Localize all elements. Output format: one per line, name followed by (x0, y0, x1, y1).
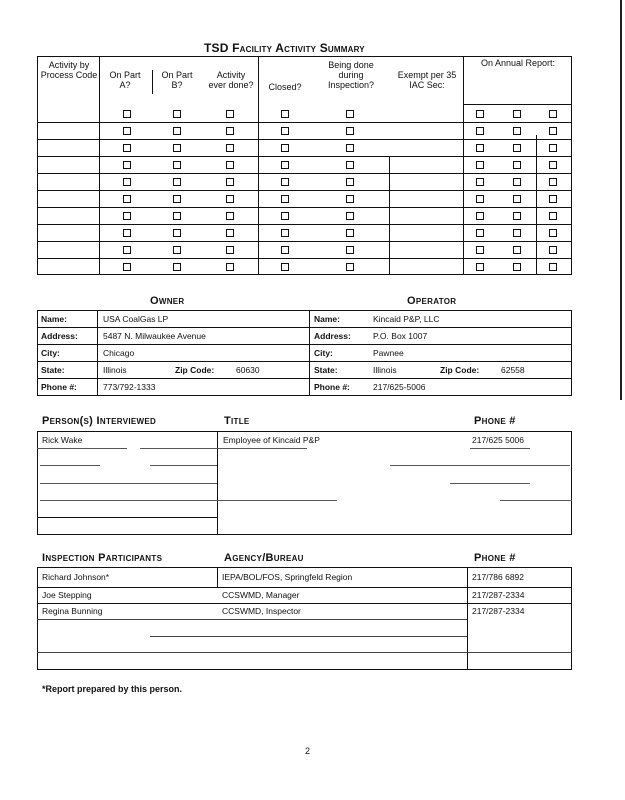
activity-checkbox[interactable] (513, 263, 521, 271)
operator-zip-label: Zip Code: (440, 365, 480, 375)
operator-state-value: Illinois (373, 365, 397, 375)
activity-checkbox[interactable] (281, 178, 289, 186)
activity-checkbox[interactable] (123, 144, 131, 152)
activity-checkbox[interactable] (173, 246, 181, 254)
activity-checkbox[interactable] (513, 212, 521, 220)
activity-checkbox[interactable] (173, 195, 181, 203)
operator-address-value: P.O. Box 1007 (373, 331, 428, 341)
activity-checkbox[interactable] (123, 229, 131, 237)
activity-checkbox[interactable] (476, 178, 484, 186)
header-on-part-b: On Part B? (161, 70, 193, 90)
activity-checkbox[interactable] (281, 144, 289, 152)
activity-checkbox[interactable] (173, 127, 181, 135)
activity-checkbox[interactable] (281, 127, 289, 135)
activity-checkbox[interactable] (549, 127, 557, 135)
owner-zip-label: Zip Code: (175, 365, 215, 375)
activity-checkbox[interactable] (123, 110, 131, 118)
activity-checkbox[interactable] (123, 161, 131, 169)
activity-checkbox[interactable] (476, 127, 484, 135)
page-number: 2 (305, 746, 311, 756)
activity-row-divider (37, 241, 572, 242)
operator-address-label: Address: (314, 331, 351, 341)
activity-checkbox[interactable] (173, 178, 181, 186)
activity-checkbox[interactable] (281, 195, 289, 203)
participant-1-agency: IEPA/BOL/FOS, Springfeld Region (222, 572, 353, 582)
activity-checkbox[interactable] (346, 229, 354, 237)
activity-checkbox[interactable] (476, 263, 484, 271)
activity-checkbox[interactable] (281, 246, 289, 254)
activity-summary-title: TSD Facility Activity Summary (204, 41, 365, 55)
activity-checkbox[interactable] (173, 144, 181, 152)
activity-checkbox[interactable] (476, 161, 484, 169)
activity-checkbox[interactable] (281, 110, 289, 118)
operator-city-value: Pawnee (373, 348, 404, 358)
activity-row-divider (37, 156, 572, 157)
owner-phone-value: 773/792-1333 (103, 382, 156, 392)
owner-name-label: Name: (41, 314, 67, 324)
persons-title-column: Title (224, 415, 250, 427)
activity-checkbox[interactable] (123, 212, 131, 220)
owner-city-value: Chicago (103, 348, 135, 358)
operator-name-value: Kincaid P&P, LLC (373, 314, 440, 324)
activity-checkbox[interactable] (346, 127, 354, 135)
operator-state-label: State: (314, 365, 338, 375)
activity-checkbox[interactable] (476, 212, 484, 220)
activity-checkbox[interactable] (226, 263, 234, 271)
header-exempt-per-35-iac: Exempt per 35 IAC Sec: (397, 70, 457, 90)
activity-row-divider (37, 190, 572, 191)
activity-checkbox[interactable] (476, 195, 484, 203)
activity-checkbox[interactable] (123, 195, 131, 203)
owner-address-label: Address: (41, 331, 78, 341)
activity-checkbox[interactable] (549, 246, 557, 254)
header-on-annual-report: On Annual Report: (480, 58, 556, 68)
person-1-title: Employee of Kincaid P&P (223, 435, 320, 445)
activity-checkbox[interactable] (123, 127, 131, 135)
activity-checkbox[interactable] (513, 110, 521, 118)
activity-checkbox[interactable] (226, 246, 234, 254)
activity-checkbox[interactable] (173, 110, 181, 118)
activity-checkbox[interactable] (226, 195, 234, 203)
owner-city-label: City: (41, 348, 60, 358)
header-being-done-during-inspection: Being done during Inspection? (327, 60, 375, 90)
operator-title: Operator (407, 295, 457, 307)
activity-checkbox[interactable] (346, 161, 354, 169)
persons-phone-column: Phone # (474, 415, 516, 427)
persons-interviewed-title: Person(s) Interviewed (42, 415, 157, 427)
activity-checkbox[interactable] (346, 195, 354, 203)
participant-3-phone: 217/287-2334 (472, 606, 525, 616)
activity-checkbox[interactable] (123, 178, 131, 186)
activity-checkbox[interactable] (476, 144, 484, 152)
activity-checkbox[interactable] (123, 246, 131, 254)
activity-checkbox[interactable] (173, 161, 181, 169)
activity-checkbox[interactable] (346, 110, 354, 118)
activity-row-divider (37, 258, 572, 259)
activity-checkbox[interactable] (281, 212, 289, 220)
activity-checkbox[interactable] (123, 263, 131, 271)
activity-row-divider (37, 173, 572, 174)
activity-checkbox[interactable] (346, 263, 354, 271)
header-on-part-a: On Part A? (109, 70, 141, 90)
activity-checkbox[interactable] (549, 178, 557, 186)
participant-2-name: Joe Stepping (42, 590, 92, 600)
owner-phone-label: Phone #: (41, 382, 77, 392)
activity-checkbox[interactable] (346, 212, 354, 220)
owner-zip-value: 60630 (236, 365, 260, 375)
activity-checkbox[interactable] (346, 144, 354, 152)
activity-checkbox[interactable] (173, 229, 181, 237)
activity-checkbox[interactable] (281, 263, 289, 271)
activity-row-divider (37, 122, 572, 123)
activity-checkbox[interactable] (513, 127, 521, 135)
activity-checkbox[interactable] (476, 229, 484, 237)
activity-checkbox[interactable] (346, 178, 354, 186)
activity-checkbox[interactable] (549, 212, 557, 220)
activity-checkbox[interactable] (549, 144, 557, 152)
activity-checkbox[interactable] (513, 178, 521, 186)
operator-phone-label: Phone #: (314, 382, 350, 392)
activity-checkbox[interactable] (226, 127, 234, 135)
activity-checkbox[interactable] (281, 229, 289, 237)
participant-3-name: Regina Bunning (42, 606, 103, 616)
operator-name-label: Name: (314, 314, 340, 324)
activity-checkbox[interactable] (281, 161, 289, 169)
header-closed: Closed? (268, 82, 302, 92)
scan-edge-mark (620, 0, 622, 400)
activity-row-divider (37, 139, 572, 140)
activity-checkbox[interactable] (549, 110, 557, 118)
activity-checkbox[interactable] (346, 246, 354, 254)
activity-checkbox[interactable] (226, 144, 234, 152)
activity-checkbox[interactable] (513, 246, 521, 254)
activity-row-divider (37, 224, 572, 225)
footnote: *Report prepared by this person. (42, 684, 183, 694)
activity-checkbox[interactable] (549, 263, 557, 271)
activity-checkbox[interactable] (226, 229, 234, 237)
owner-address-value: 5487 N. Milwaukee Avenue (103, 331, 206, 341)
participants-phone-column: Phone # (474, 552, 516, 564)
participant-2-phone: 217/287-2334 (472, 590, 525, 600)
owner-name-value: USA CoalGas LP (103, 314, 169, 324)
operator-city-label: City: (314, 348, 333, 358)
owner-state-label: State: (41, 365, 65, 375)
participant-2-agency: CCSWMD, Manager (222, 590, 300, 600)
person-1-phone: 217/625 5006 (472, 435, 524, 445)
activity-row-divider (37, 207, 572, 208)
owner-title: Owner (150, 295, 185, 307)
activity-checkbox[interactable] (513, 161, 521, 169)
activity-checkbox[interactable] (513, 195, 521, 203)
activity-checkbox[interactable] (226, 110, 234, 118)
participant-1-name: Richard Johnson* (42, 572, 110, 582)
activity-checkbox[interactable] (513, 144, 521, 152)
participants-agency-column: Agency/Bureau (224, 552, 304, 564)
participant-3-agency: CCSWMD, Inspector (222, 606, 301, 616)
activity-checkbox[interactable] (226, 178, 234, 186)
header-activity-ever-done: Activity ever done? (208, 70, 254, 90)
inspection-participants-title: Inspection Participants (42, 552, 163, 564)
activity-checkbox[interactable] (513, 229, 521, 237)
activity-checkbox[interactable] (476, 110, 484, 118)
activity-checkbox[interactable] (173, 212, 181, 220)
activity-checkbox[interactable] (476, 246, 484, 254)
activity-checkbox[interactable] (173, 263, 181, 271)
activity-checkbox[interactable] (226, 212, 234, 220)
activity-checkbox[interactable] (549, 229, 557, 237)
person-1-name: Rick Wake (42, 435, 83, 445)
participant-1-phone: 217/786 6892 (472, 572, 524, 582)
activity-checkbox[interactable] (226, 161, 234, 169)
activity-checkbox[interactable] (549, 195, 557, 203)
header-activity-by-process-code: Activity by Process Code (40, 60, 98, 80)
activity-checkbox[interactable] (549, 161, 557, 169)
operator-zip-value: 62558 (501, 365, 525, 375)
owner-state-value: Illinois (103, 365, 127, 375)
operator-phone-value: 217/625-5006 (373, 382, 426, 392)
